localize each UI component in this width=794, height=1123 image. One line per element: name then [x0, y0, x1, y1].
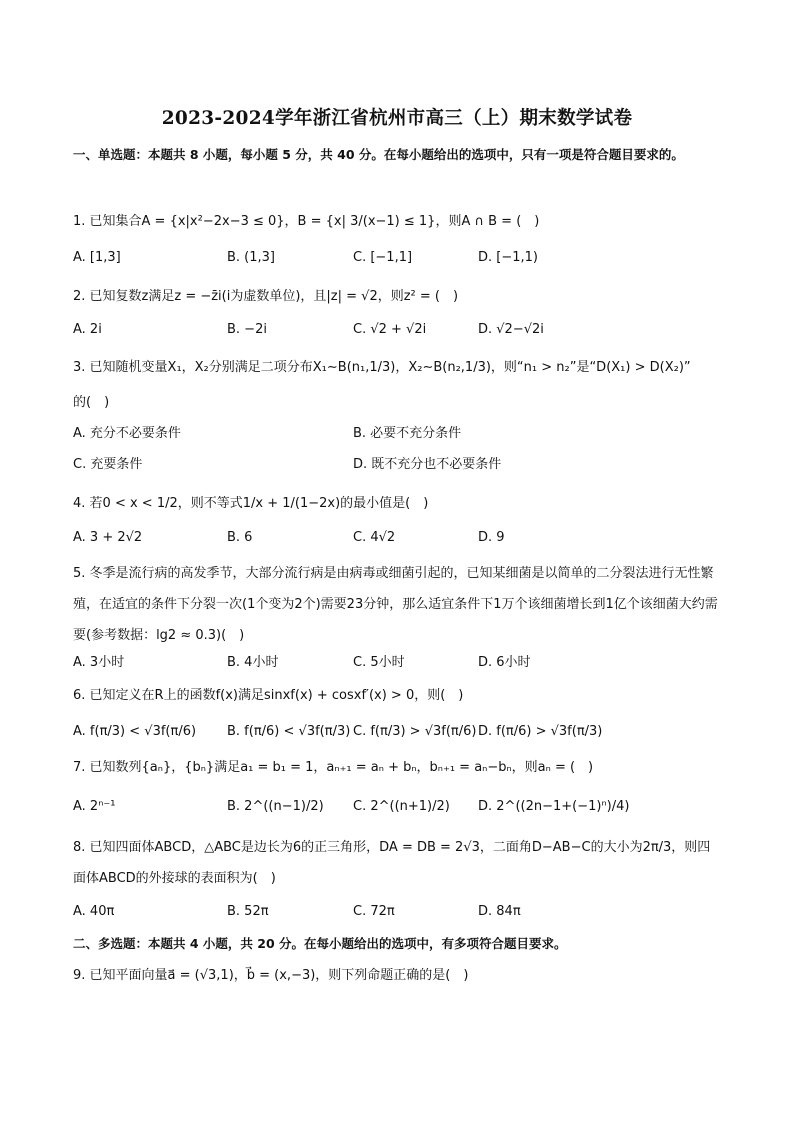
option-b: B. 6: [227, 530, 253, 545]
page-title: 2023-2024学年浙江省杭州市高三（上）期末数学试卷: [161, 108, 633, 129]
option-d: D. [−1,1): [478, 250, 538, 265]
option-d: D. 6小时: [478, 655, 531, 670]
option-c: C. 5小时: [353, 655, 405, 670]
option-b: B. f(π/6) < √3f(π/3): [227, 724, 351, 739]
section-single-choice: 一、单选题：本题共 8 小题，每小题 5 分，共 40 分。在每小题给出的选项中，只有一项是符合题目要求的。: [73, 147, 684, 162]
question-7-options: [73, 797, 733, 817]
option-d: D. 84π: [478, 904, 521, 919]
question-3-stem: 3. 已知随机变量X₁，X₂分别满足二项分布X₁∼B(n₁,1/3)，X₂∼B(n₂,1/3)，则“n₁ > n₂”是“D(X₁) > D(X₂)”: [73, 360, 691, 375]
option-c: C. [−1,1]: [353, 250, 413, 265]
option-a: A. 2ⁿ⁻¹: [73, 799, 116, 814]
option-d: D. 9: [478, 530, 505, 545]
option-d: D. f(π/6) > √3f(π/3): [478, 724, 603, 739]
section-multiple-choice: 二、多选题：本题共 4 小题，共 20 分。在每小题给出的选项中，有多项符合题目要求。: [73, 936, 567, 951]
question-4-stem: 4. 若0 < x < 1/2，则不等式1/x + 1/(1−2x)的最小值是( ): [73, 496, 429, 511]
question-2-stem: 2. 已知复数z满足z = −z̄i(i为虚数单位)，且|z| = √2，则z² = ( ): [73, 289, 459, 304]
option-a: A. 充分不必要条件: [73, 426, 181, 441]
question-4-options: [73, 528, 733, 548]
option-a: A. [1,3]: [73, 250, 121, 265]
question-3-stem-cont: 的( ): [73, 395, 110, 410]
option-b: B. 必要不充分条件: [353, 426, 462, 441]
option-d: D. 2^((2n−1+(−1)ⁿ)/4): [478, 799, 630, 814]
option-c: C. √2 + √2i: [353, 322, 427, 337]
option-a: A. 40π: [73, 904, 115, 919]
question-2-options: [73, 320, 733, 340]
option-a: A. f(π/3) < √3f(π/6): [73, 724, 197, 739]
question-8-options: [73, 902, 733, 922]
option-c: C. 充要条件: [73, 457, 143, 472]
question-3-options-row2: [73, 455, 733, 475]
option-b: B. −2i: [227, 322, 267, 337]
option-b: B. 52π: [227, 904, 269, 919]
option-c: C. 4√2: [353, 530, 396, 545]
question-5-options: [73, 653, 733, 673]
option-c: C. 72π: [353, 904, 395, 919]
option-b: B. 2^((n−1)/2): [227, 799, 324, 814]
question-6-options: [73, 722, 733, 742]
question-5-stem: 5. 冬季是流行病的高发季节，大部分流行病是由病毒或细菌引起的，已知某细菌是以简单的二分裂法进行无性繁殖，在适宜的条件下分裂一次(1个变为2个)需要23分钟，那么适宜条件下1万个该细菌增长到1亿个该细菌大约需要(参考数据：lg2 ≈ 0.3)( ): [73, 566, 718, 643]
option-a: A. 3 + 2√2: [73, 530, 143, 545]
question-1-options: [73, 248, 733, 268]
question-9-stem: 9. 已知平面向量a⃗ = (√3,1)，b⃗ = (x,−3)，则下列命题正确的是( ): [73, 968, 469, 983]
option-c: C. 2^((n+1)/2): [353, 799, 450, 814]
question-6-stem: 6. 已知定义在R上的函数f(x)满足sinxf(x) + cosxf′(x) > 0，则( ): [73, 688, 464, 703]
option-d: D. √2−√2i: [478, 322, 544, 337]
option-a: A. 2i: [73, 322, 102, 337]
question-8-stem: 8. 已知四面体ABCD，△ABC是边长为6的正三角形，DA = DB = 2√3，二面角D−AB−C的大小为2π/3，则四面体ABCD的外接球的表面积为( ): [73, 840, 711, 886]
option-b: B. (1,3]: [227, 250, 276, 265]
option-a: A. 3小时: [73, 655, 125, 670]
option-c: C. f(π/3) > √3f(π/6): [353, 724, 477, 739]
question-7-stem: 7. 已知数列{aₙ}，{bₙ}满足a₁ = b₁ = 1，aₙ₊₁ = aₙ + bₙ，bₙ₊₁ = aₙ−bₙ，则aₙ = ( ): [73, 760, 594, 775]
question-1-stem: 1. 已知集合A = {x|x²−2x−3 ≤ 0}，B = {x| 3/(x−1) ≤ 1}，则A ∩ B = ( ): [73, 214, 540, 229]
option-d: D. 既不充分也不必要条件: [353, 457, 502, 472]
question-3-options-row1: [73, 424, 733, 444]
option-b: B. 4小时: [227, 655, 279, 670]
